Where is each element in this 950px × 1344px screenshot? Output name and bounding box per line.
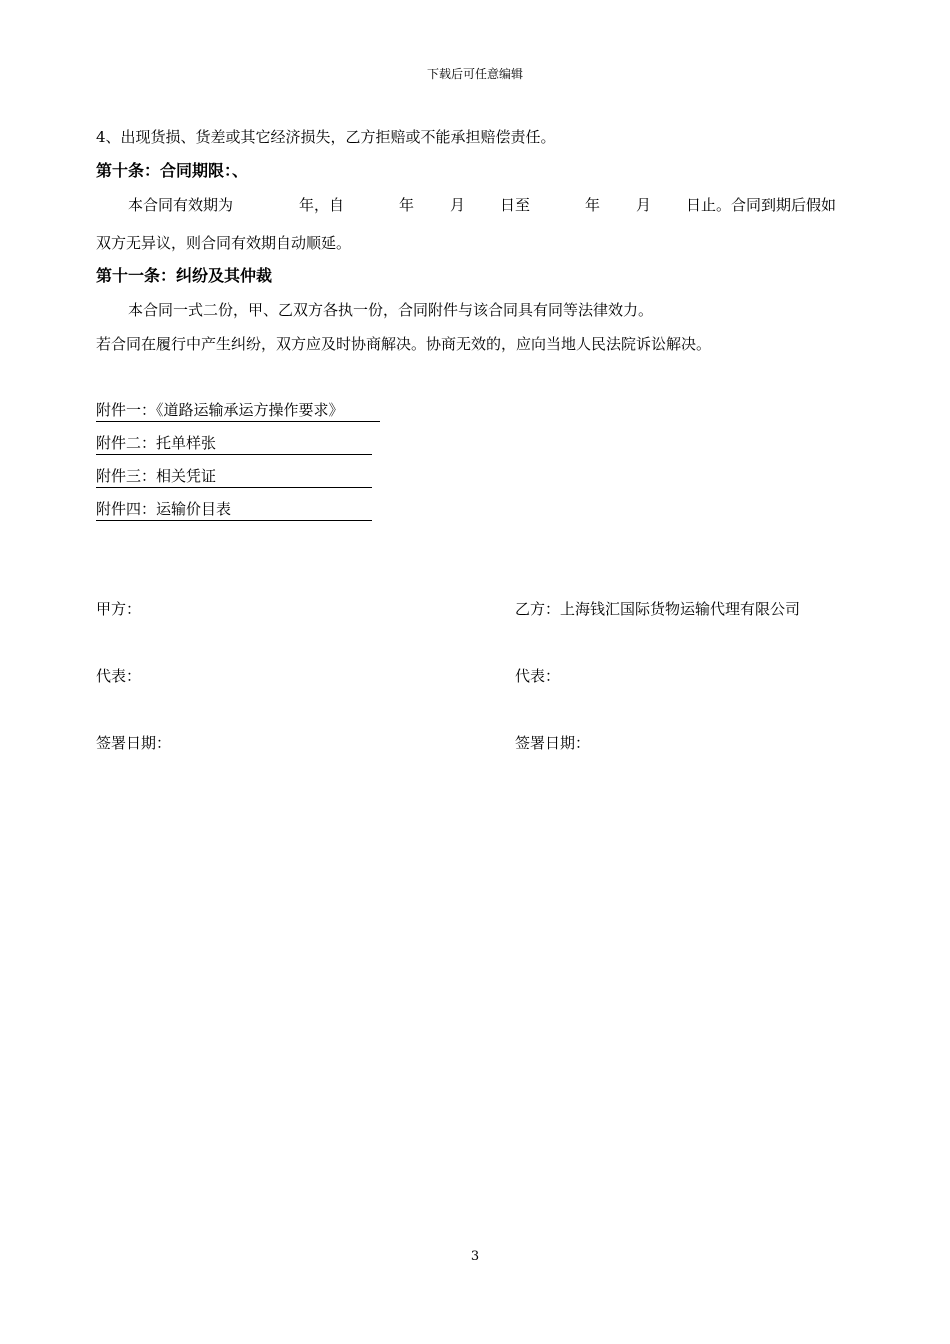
attachment-4 [96, 499, 372, 521]
period-text-end-month: 月 [636, 196, 652, 214]
attachment-1-label: 附件一：《道路运输承运方操作要求》 [96, 400, 380, 422]
party-b-label: 乙方：上海钱汇国际货物运输代理有限公司 [515, 600, 801, 618]
period-text-start-year: 年 [399, 196, 415, 214]
clause-item-4: 4、出现货损、货差或其它经济损失，乙方拒赔或不能承担赔偿责任。 [96, 128, 556, 146]
party-a-label: 甲方： [96, 600, 142, 618]
page-header: 下载后可任意编辑 [426, 67, 523, 81]
contract-period-continuation: 双方无异议，则合同有效期自动顺延。 [96, 234, 352, 252]
period-text-intro: 本合同有效期为 [128, 196, 234, 214]
party-a-sign-date-label: 签署日期： [96, 734, 172, 752]
attachment-2 [96, 433, 372, 455]
period-text-start-month: 月 [450, 196, 466, 214]
period-text-start-day: 日至 [500, 196, 531, 214]
contract-period-line [96, 195, 856, 215]
article-11-paragraph-1: 本合同一式二份，甲、乙双方各执一份，合同附件与该合同具有同等法律效力。 [128, 301, 654, 319]
party-b-representative-label: 代表： [515, 667, 561, 685]
attachment-3 [96, 466, 372, 488]
period-text-end-day: 日止。合同到期后假如 [686, 196, 837, 214]
period-text-end-year: 年 [585, 196, 601, 214]
page-number: 3 [470, 1249, 480, 1264]
attachment-1 [96, 400, 380, 422]
attachment-2-label: 附件二：托单样张 [96, 433, 372, 455]
article-11-paragraph-2: 若合同在履行中产生纠纷，双方应及时协商解决。协商无效的，应向当地人民法院诉讼解决。 [96, 335, 712, 353]
article-10-heading: 第十条：合同期限：、 [96, 161, 249, 180]
period-text-year: 年，自 [299, 196, 345, 214]
attachment-3-label: 附件三：相关凭证 [96, 466, 372, 488]
party-a-representative-label: 代表： [96, 667, 142, 685]
attachment-4-label: 附件四：运输价目表 [96, 499, 372, 521]
article-11-heading: 第十一条：纠纷及其仲裁 [96, 266, 273, 285]
party-b-sign-date-label: 签署日期： [515, 734, 591, 752]
